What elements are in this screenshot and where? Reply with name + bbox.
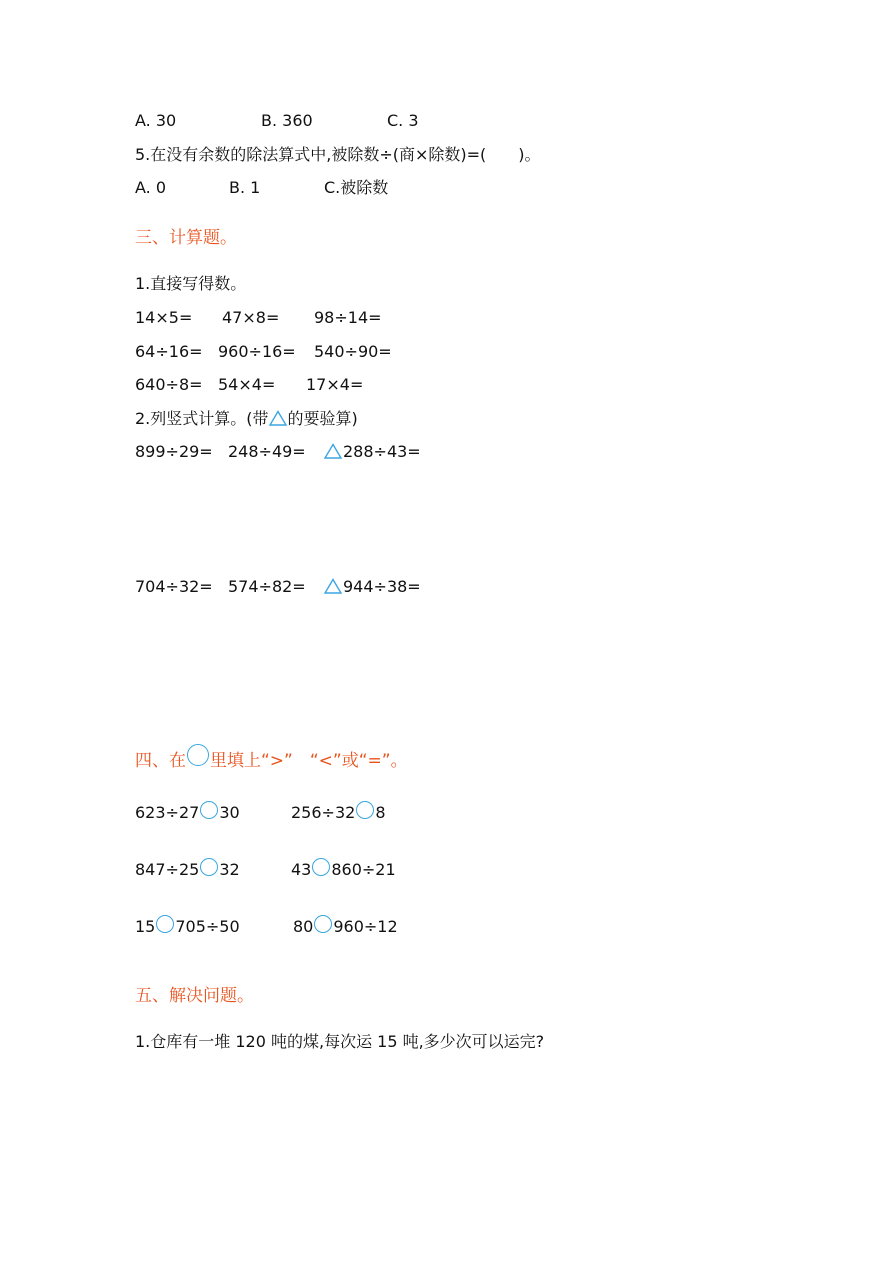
compare-right: 32	[219, 860, 240, 879]
column-calc-item: 899÷29=	[135, 442, 213, 461]
column-calc-item-check	[324, 442, 421, 462]
section-5-title: 五、解决问题。	[135, 986, 254, 1006]
column-calc-item: 574÷82=	[228, 577, 306, 596]
compare-left: 256÷32	[291, 803, 356, 822]
answer-circle-icon[interactable]	[156, 915, 174, 933]
question-5: 5.在没有余数的除法算式中,被除数÷(商×除数)=( )。	[135, 145, 541, 164]
option-a: A. 30	[135, 111, 177, 130]
compare-item	[291, 860, 396, 880]
answer-circle-icon[interactable]	[200, 801, 218, 819]
part-2-title-a: 2.列竖式计算。(带	[135, 409, 269, 428]
compare-right: 8	[375, 803, 386, 822]
column-calc-expr: 944÷38=	[343, 577, 421, 596]
compare-left: 847÷25	[135, 860, 200, 879]
compare-right: 960÷12	[333, 917, 398, 936]
calc-item: 14×5=	[135, 308, 193, 327]
calc-item: 640÷8=	[135, 375, 203, 394]
calc-item: 64÷16=	[135, 342, 203, 361]
option-c: C. 3	[387, 111, 419, 130]
answer-circle-icon[interactable]	[312, 858, 330, 876]
triangle-icon	[269, 410, 287, 426]
calc-item: 47×8=	[222, 308, 280, 327]
calc-item: 960÷16=	[218, 342, 296, 361]
compare-right: 705÷50	[175, 917, 240, 936]
q5-option-c: C.被除数	[324, 178, 389, 197]
compare-item	[291, 803, 386, 823]
calc-item: 17×4=	[306, 375, 364, 394]
compare-left: 15	[135, 917, 156, 936]
compare-item	[135, 917, 240, 937]
compare-left: 43	[291, 860, 312, 879]
compare-item	[135, 860, 240, 880]
column-calc-item: 704÷32=	[135, 577, 213, 596]
q5-option-a: A. 0	[135, 178, 167, 197]
section-4-title	[135, 751, 408, 771]
compare-right: 30	[219, 803, 240, 822]
column-calc-expr: 288÷43=	[343, 442, 421, 461]
compare-left: 80	[293, 917, 314, 936]
circle-icon	[187, 744, 209, 766]
section-4-title-a: 四、在	[135, 751, 186, 771]
compare-item	[135, 803, 240, 823]
part-2-title	[135, 409, 358, 429]
calc-item: 98÷14=	[314, 308, 382, 327]
calc-item: 54×4=	[218, 375, 276, 394]
option-b: B. 360	[261, 111, 313, 130]
calc-item: 540÷90=	[314, 342, 392, 361]
part-1-title: 1.直接写得数。	[135, 274, 247, 293]
part-2-title-b: 的要验算)	[287, 409, 358, 428]
q5-option-b: B. 1	[229, 178, 261, 197]
triangle-icon	[324, 443, 342, 459]
compare-right: 860÷21	[331, 860, 396, 879]
answer-circle-icon[interactable]	[314, 915, 332, 933]
answer-circle-icon[interactable]	[200, 858, 218, 876]
section-4-title-b: 里填上“>” “<”或“=”。	[210, 751, 408, 771]
section-3-title: 三、计算题。	[135, 228, 237, 248]
triangle-icon	[324, 578, 342, 594]
word-problem-1: 1.仓库有一堆 120 吨的煤,每次运 15 吨,多少次可以运完?	[135, 1032, 545, 1051]
compare-item	[293, 917, 398, 937]
column-calc-item: 248÷49=	[228, 442, 306, 461]
answer-circle-icon[interactable]	[356, 801, 374, 819]
compare-left: 623÷27	[135, 803, 200, 822]
column-calc-item-check	[324, 577, 421, 597]
